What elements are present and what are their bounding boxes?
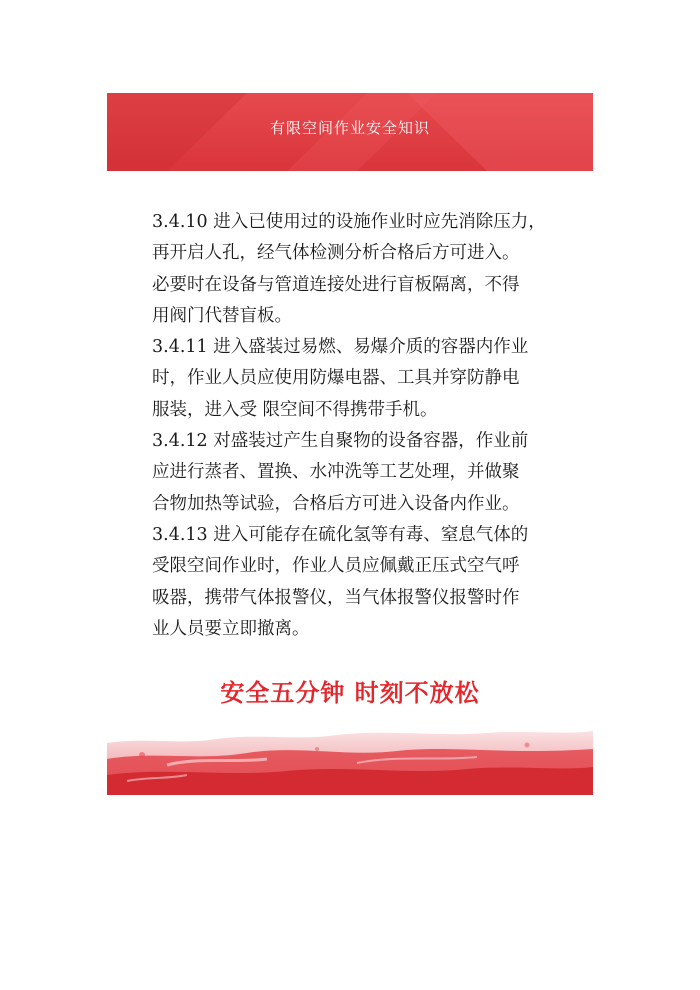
footer-banner	[107, 665, 593, 795]
text-line: 3.4.11 进入盛装过易燃、易爆介质的容器内作业	[152, 337, 529, 358]
text-line: 再开启人孔，经气体检测分析合格后方可进入。	[152, 243, 520, 264]
slogan-text: 安全五分钟 时刻不放松	[220, 679, 480, 707]
text-line: 时，作业人员应使用防爆电器、工具并穿防静电	[152, 368, 520, 389]
paragraph-3-4-11	[152, 332, 562, 426]
brush-stroke-decoration	[107, 715, 593, 795]
text-line: 3.4.13 进入可能存在硫化氢等有毒、窒息气体的	[152, 524, 529, 545]
page-title: 有限空间作业安全知识	[269, 119, 430, 137]
text-line: 合物加热等试验，合格后方可进入设备内作业。	[152, 493, 520, 514]
article-body	[152, 207, 562, 645]
text-line: 应进行蒸者、置换、水冲洗等工艺处理，并做聚	[152, 462, 520, 483]
text-line: 用阀门代替盲板。	[152, 305, 292, 326]
text-line: 3.4.12 对盛装过产生自聚物的设备容器，作业前	[152, 431, 529, 452]
text-line: 3.4.10 进入已使用过的设施作业时应先消除压力，	[152, 212, 546, 232]
paragraph-3-4-12	[152, 426, 562, 520]
paragraph-3-4-10	[152, 207, 562, 332]
text-line: 服装，进入受 限空间不得携带手机。	[152, 399, 438, 420]
header-banner	[107, 93, 593, 171]
paragraph-3-4-13	[152, 520, 562, 645]
text-line: 必要时在设备与管道连接处进行盲板隔离，不得	[152, 274, 520, 295]
text-line: 吸器，携带气体报警仪，当气体报警仪报警时作	[152, 587, 520, 608]
text-line: 业人员要立即撤离。	[152, 618, 310, 639]
text-line: 受限空间作业时，作业人员应佩戴正压式空气呼	[152, 556, 520, 577]
